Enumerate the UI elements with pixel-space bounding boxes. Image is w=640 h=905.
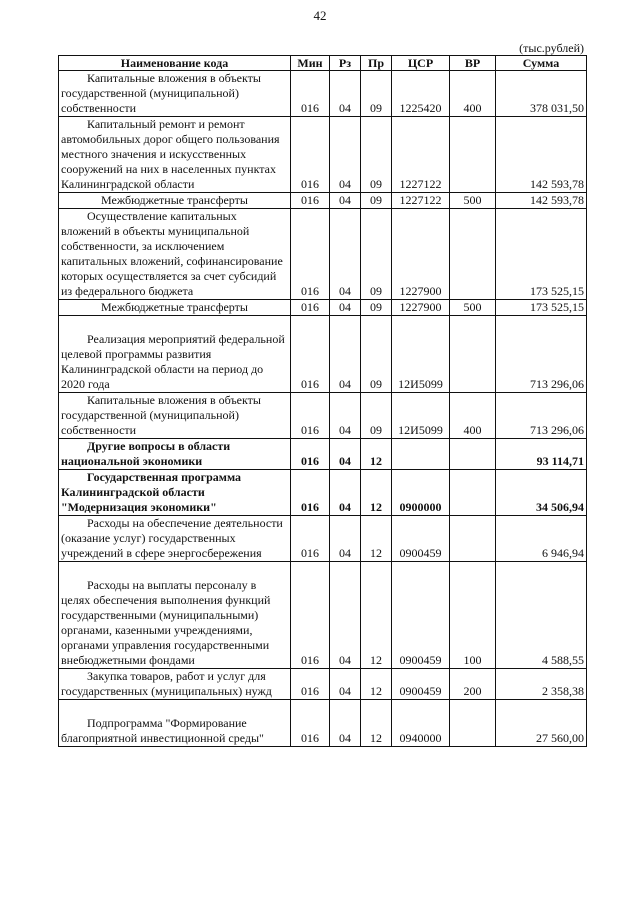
row-min: 016 — [291, 193, 330, 209]
row-vr: 500 — [450, 300, 496, 316]
row-pr: 12 — [361, 516, 392, 562]
row-vr: 400 — [450, 71, 496, 117]
header-vr: ВР — [450, 56, 496, 71]
table-row — [59, 193, 587, 209]
table-row — [59, 439, 587, 470]
row-pr: 12 — [361, 669, 392, 700]
row-pr: 12 — [361, 700, 392, 747]
row-rz: 04 — [330, 669, 361, 700]
table-header-row — [59, 56, 587, 71]
budget-table — [58, 55, 587, 747]
row-vr: 100 — [450, 562, 496, 669]
row-name: Межбюджетные трансферты — [59, 193, 291, 209]
header-name: Наименование кода — [59, 56, 291, 71]
row-vr — [450, 470, 496, 516]
row-rz: 04 — [330, 300, 361, 316]
row-vr — [450, 700, 496, 747]
row-vr: 500 — [450, 193, 496, 209]
row-sum: 93 114,71 — [496, 439, 587, 470]
row-sum: 173 525,15 — [496, 300, 587, 316]
row-min: 016 — [291, 209, 330, 300]
row-min: 016 — [291, 439, 330, 470]
row-sum: 713 296,06 — [496, 316, 587, 393]
row-rz: 04 — [330, 193, 361, 209]
row-min: 016 — [291, 516, 330, 562]
header-sum: Сумма — [496, 56, 587, 71]
row-vr — [450, 117, 496, 193]
row-name: Государственная программа Калининградской области "Модернизация экономики" — [59, 470, 291, 516]
row-rz: 04 — [330, 700, 361, 747]
row-pr: 09 — [361, 71, 392, 117]
header-min: Мин — [291, 56, 330, 71]
row-name: Закупка товаров, работ и услуг для государственных (муниципальных) нужд — [59, 669, 291, 700]
row-csr: 0900459 — [392, 669, 450, 700]
row-min: 016 — [291, 71, 330, 117]
table-row — [59, 117, 587, 193]
row-csr: 1227122 — [392, 193, 450, 209]
row-name: Другие вопросы в области национальной экономики — [59, 439, 291, 470]
row-pr: 09 — [361, 393, 392, 439]
row-rz: 04 — [330, 516, 361, 562]
units-label: (тыс.рублей) — [519, 41, 584, 55]
row-min: 016 — [291, 117, 330, 193]
row-name: Капитальные вложения в объекты государственной (муниципальной) собственности — [59, 71, 291, 117]
row-min: 016 — [291, 669, 330, 700]
row-vr — [450, 209, 496, 300]
row-rz: 04 — [330, 209, 361, 300]
row-csr: 12И5099 — [392, 393, 450, 439]
row-sum: 2 358,38 — [496, 669, 587, 700]
header-rz: Рз — [330, 56, 361, 71]
row-rz: 04 — [330, 470, 361, 516]
row-vr — [450, 439, 496, 470]
row-min: 016 — [291, 393, 330, 439]
row-vr: 200 — [450, 669, 496, 700]
row-rz: 04 — [330, 562, 361, 669]
row-pr: 09 — [361, 209, 392, 300]
row-pr: 09 — [361, 316, 392, 393]
row-csr: 0900459 — [392, 516, 450, 562]
row-rz: 04 — [330, 393, 361, 439]
row-name: Расходы на обеспечение деятельности (оказание услуг) государственных учреждений в сфере энергосбережения — [59, 516, 291, 562]
row-csr: 0900459 — [392, 562, 450, 669]
row-rz: 04 — [330, 117, 361, 193]
row-sum: 378 031,50 — [496, 71, 587, 117]
row-min: 016 — [291, 470, 330, 516]
row-min: 016 — [291, 562, 330, 669]
row-name: Осуществление капитальных вложений в объекты муниципальной собственности, за исключением капитальных вложений, софинансирование которых осуществляется за счет субсидий из федерального бюджета — [59, 209, 291, 300]
row-pr: 09 — [361, 300, 392, 316]
row-sum: 27 560,00 — [496, 700, 587, 747]
row-csr: 1225420 — [392, 71, 450, 117]
row-sum: 142 593,78 — [496, 117, 587, 193]
row-sum: 34 506,94 — [496, 470, 587, 516]
table-row — [59, 71, 587, 117]
row-csr: 1227900 — [392, 209, 450, 300]
row-rz: 04 — [330, 316, 361, 393]
row-csr: 1227122 — [392, 117, 450, 193]
table-row — [59, 209, 587, 300]
table-row — [59, 393, 587, 439]
row-pr: 12 — [361, 470, 392, 516]
row-vr — [450, 316, 496, 393]
header-csr: ЦСР — [392, 56, 450, 71]
row-min: 016 — [291, 316, 330, 393]
row-csr: 12И5099 — [392, 316, 450, 393]
row-rz: 04 — [330, 71, 361, 117]
row-csr: 0940000 — [392, 700, 450, 747]
row-sum: 173 525,15 — [496, 209, 587, 300]
row-csr: 0900000 — [392, 470, 450, 516]
row-sum: 4 588,55 — [496, 562, 587, 669]
row-min: 016 — [291, 300, 330, 316]
table-row — [59, 700, 587, 747]
row-name: Реализация мероприятий федеральной целевой программы развития Калининградской области на период до 2020 года — [59, 316, 291, 393]
table-row — [59, 470, 587, 516]
row-sum: 6 946,94 — [496, 516, 587, 562]
row-pr: 09 — [361, 117, 392, 193]
row-pr: 12 — [361, 439, 392, 470]
row-name: Расходы на выплаты персоналу в целях обеспечения выполнения функций государственными (муниципальными) органами, казенными учреждениями, органами управления государственными внебюджетными фондами — [59, 562, 291, 669]
row-csr — [392, 439, 450, 470]
row-name: Межбюджетные трансферты — [59, 300, 291, 316]
row-name: Капитальный ремонт и ремонт автомобильных дорог общего пользования местного значения и искусственных сооружений на них в населенных пунктах Калининградской области — [59, 117, 291, 193]
row-min: 016 — [291, 700, 330, 747]
table-row — [59, 516, 587, 562]
header-pr: Пр — [361, 56, 392, 71]
row-vr — [450, 516, 496, 562]
table-row — [59, 562, 587, 669]
table-row — [59, 300, 587, 316]
row-name: Капитальные вложения в объекты государственной (муниципальной) собственности — [59, 393, 291, 439]
row-pr: 12 — [361, 562, 392, 669]
table-body — [59, 71, 587, 747]
row-csr: 1227900 — [392, 300, 450, 316]
row-sum: 142 593,78 — [496, 193, 587, 209]
row-sum: 713 296,06 — [496, 393, 587, 439]
row-pr: 09 — [361, 193, 392, 209]
row-name: Подпрограмма "Формирование благоприятной инвестиционной среды" — [59, 700, 291, 747]
row-vr: 400 — [450, 393, 496, 439]
table-row — [59, 669, 587, 700]
page-number: 42 — [313, 8, 327, 23]
table-row — [59, 316, 587, 393]
row-rz: 04 — [330, 439, 361, 470]
